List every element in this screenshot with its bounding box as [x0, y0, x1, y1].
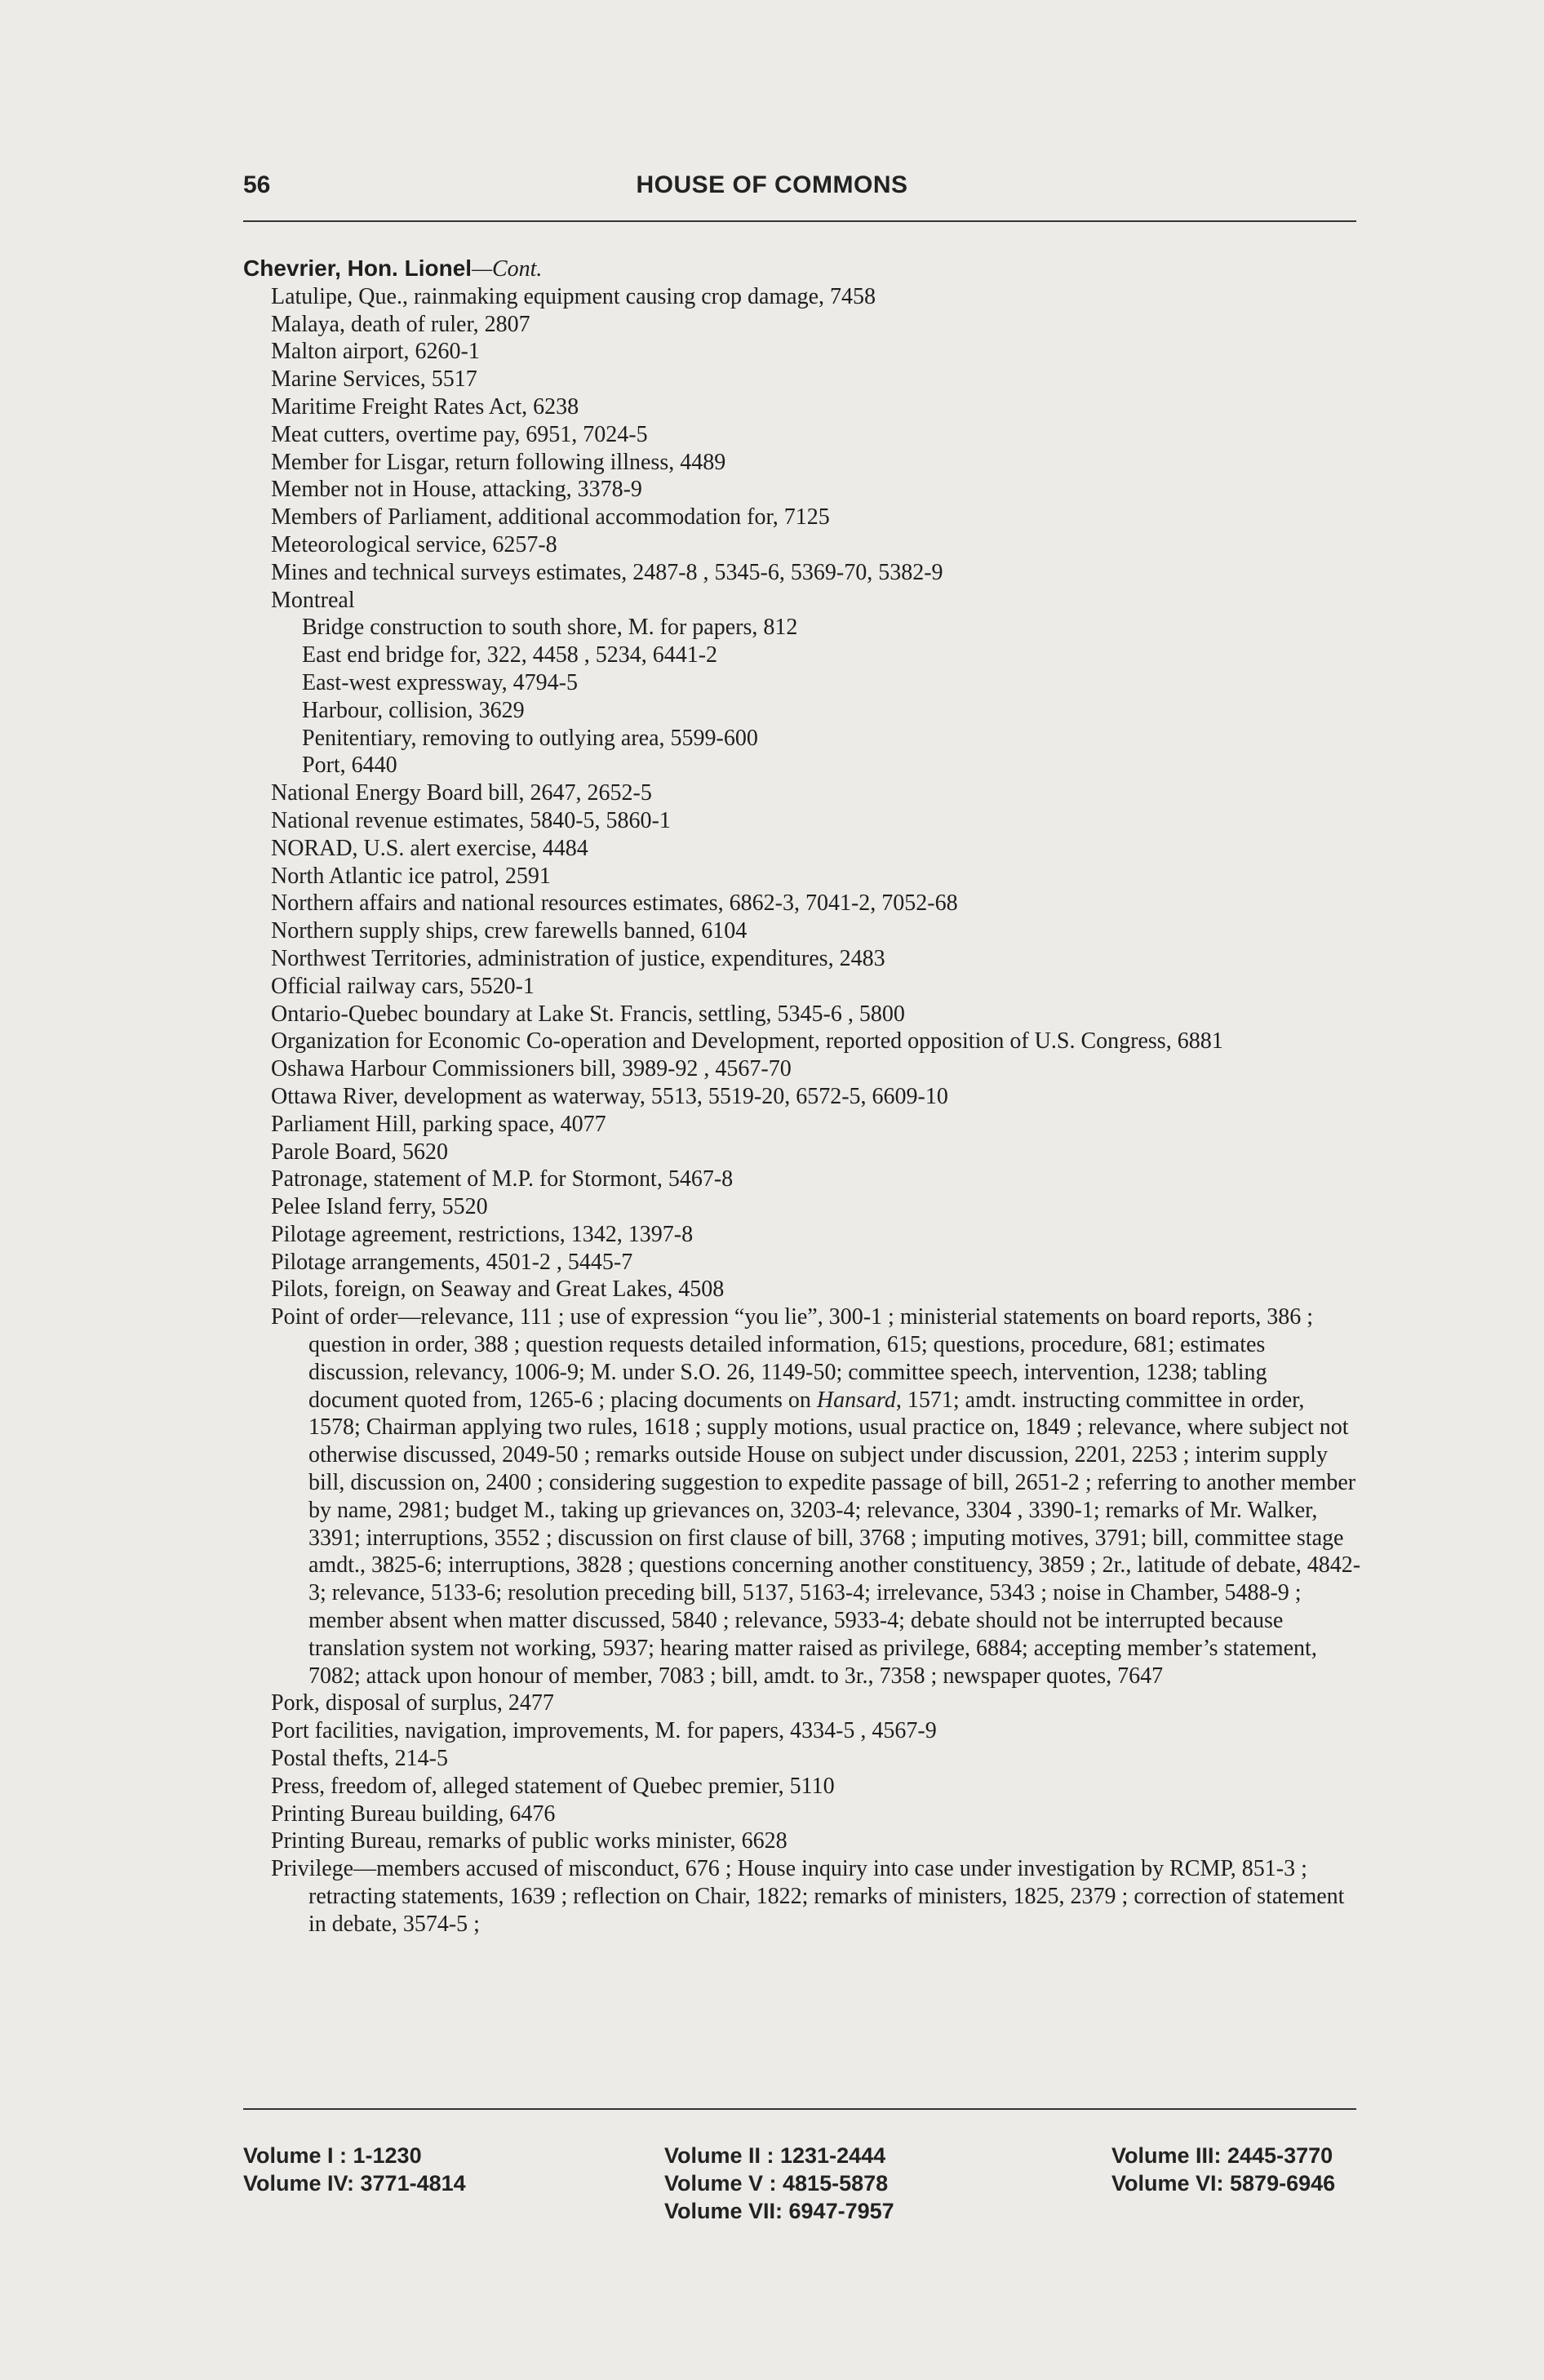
volume-label: Volume III: 2445-3770 — [1111, 2143, 1333, 2168]
index-entry: Member not in House, attacking, 3378-9 — [271, 477, 642, 503]
page-number: 56 — [243, 171, 271, 198]
index-entry: Mines and technical surveys estimates, 2487-8 , 5345-6, 5369-70, 5382-9 — [271, 559, 943, 585]
index-entry: National Energy Board bill, 2647, 2652-5 — [271, 780, 652, 806]
volume-label: Volume IV: 3771-4814 — [243, 2171, 466, 2196]
index-entry: North Atlantic ice patrol, 2591 — [271, 863, 551, 889]
header-rule — [243, 220, 1356, 222]
index-entry: Parliament Hill, parking space, 4077 — [271, 1111, 606, 1137]
index-entry: Member for Lisgar, return following illness, 4489 — [271, 449, 726, 475]
speaker-continued: —Cont. — [472, 256, 543, 282]
index-entry: Pelee Island ferry, 5520 — [271, 1194, 488, 1220]
index-entry: Pork, disposal of surplus, 2477 — [271, 1690, 554, 1716]
index-subentry: East end bridge for, 322, 4458 , 5234, 6441-2 — [302, 642, 718, 668]
volume-column-2 — [664, 2142, 894, 2225]
index-subentry: Port, 6440 — [302, 753, 397, 779]
volume-column-1 — [243, 2142, 466, 2197]
index-entry: Northern supply ships, crew farewells banned, 6104 — [271, 918, 748, 944]
index-entry: Malton airport, 6260-1 — [271, 339, 480, 365]
index-entry: Pilotage arrangements, 4501-2 , 5445-7 — [271, 1249, 633, 1275]
index-subentry: Harbour, collision, 3629 — [302, 697, 525, 723]
index-entry: Meat cutters, overtime pay, 6951, 7024-5 — [271, 421, 648, 447]
running-head-title: HOUSE OF COMMONS — [636, 171, 908, 198]
index-subentry: Bridge construction to south shore, M. for papers, 812 — [302, 615, 798, 641]
index-entry: Ottawa River, development as waterway, 5513, 5519-20, 6572-5, 6609-10 — [271, 1083, 948, 1109]
index-entry: Press, freedom of, alleged statement of Quebec premier, 5110 — [271, 1773, 835, 1799]
index-entry: National revenue estimates, 5840-5, 5860-1 — [271, 807, 671, 833]
index-entry: Official railway cars, 5520-1 — [271, 973, 535, 999]
index-entry: Montreal — [271, 587, 355, 613]
index-entry: Postal thefts, 214-5 — [271, 1746, 448, 1772]
index-entry: Patronage, statement of M.P. for Stormont, 5467-8 — [271, 1166, 734, 1192]
entry-italic-text: Hansard — [816, 1387, 896, 1413]
volume-label: Volume I : 1-1230 — [243, 2143, 422, 2168]
index-entry: Ontario-Quebec boundary at Lake St. Francis, settling, 5345-6 , 5800 — [271, 1001, 905, 1027]
index-entry: NORAD, U.S. alert exercise, 4484 — [271, 835, 588, 861]
index-entry: Privilege—members accused of misconduct, 676 ; House inquiry into case under investigation by RCMP, 851-3 ; retracting statements, 1639 ; reflection on Chair, 1822; remarks of ministers, 1825, 2379 ; correction of statement in debate, 3574-5 ; — [271, 1856, 1345, 1937]
index-entry: Printing Bureau, remarks of public works minister, 6628 — [271, 1828, 788, 1854]
index-subentry: Penitentiary, removing to outlying area, 5599-600 — [302, 725, 758, 751]
volume-label: Volume V : 4815-5878 — [664, 2171, 889, 2196]
index-entry: Members of Parliament, additional accommodation for, 7125 — [271, 504, 830, 531]
index-entry: Port facilities, navigation, improvements, M. for papers, 4334-5 , 4567-9 — [271, 1718, 937, 1744]
volume-label: Volume VI: 5879-6946 — [1111, 2171, 1336, 2196]
index-subentry: East-west expressway, 4794-5 — [302, 669, 578, 695]
index-entry: Pilotage agreement, restrictions, 1342, 1397-8 — [271, 1221, 694, 1247]
volume-label: Volume II : 1231-2444 — [664, 2143, 886, 2168]
index-body — [243, 255, 1361, 1938]
index-entries — [243, 283, 1361, 1938]
speaker-heading — [243, 255, 1361, 283]
index-entry: Meteorological service, 6257-8 — [271, 531, 557, 557]
index-entry: Oshawa Harbour Commissioners bill, 3989-92 , 4567-70 — [271, 1056, 792, 1082]
entry-text: Point of order—relevance, 111 ; use of expression “you lie”, 300-1 ; ministerial statements on board reports, 386 ; question in order, 388 ; question requests detailed information, 615; questions, procedure, 681; estimates discussion, relevancy, 1006-9; M. under S.O. 26, 1149-50; committee speech, intervention, 1238; tabling document quoted from, 1265-6 ; placing documents on — [271, 1304, 1314, 1413]
speaker-name: Chevrier, Hon. Lionel — [243, 255, 473, 281]
entry-text: , 1571; amdt. instructing committee in order, 1578; Chairman applying two rules, 1618 ; supply motions, usual practice on, 1849 ; relevance, where subject not otherwise discussed, 2049-50 ; remarks outside House on subject under discussion, 2201, 2253 ; interim supply bill, discussion on, 2400 ; considering suggestion to expedite passage of bill, 2651-2 ; referring to another member by name, 2981; budget M., taking up grievances on, 3203-4; relevance, 3304 , 3390-1; remarks of Mr. Walker, 3391; interruptions, 3552 ; discussion on first clause of bill, 3768 ; imputing motives, 3791; bill, committee stage amdt., 3825-6; interruptions, 3828 ; questions concerning another constituency, 3859 ; 2r., latitude of debate, 4842-3; relevance, 5133-6; resolution preceding bill, 5137, 5163-4; irrelevance, 5343 ; noise in Chamber, 5488-9 ; member absent when matter discussed, 5840 ; relevance, 5933-4; debate should not be interrupted because translation system not working, 5937; hearing matter raised as privilege, 6884; accepting member’s statement, 7082; attack upon honour of member, 7083 ; bill, amdt. to 3r., 7358 ; newspaper quotes, 7647 — [308, 1387, 1361, 1689]
index-entry: Northern affairs and national resources estimates, 6862-3, 7041-2, 7052-68 — [271, 890, 958, 917]
footer-rule — [243, 2108, 1356, 2110]
volume-label: Volume VII: 6947-7957 — [664, 2199, 894, 2223]
index-entry: Northwest Territories, administration of justice, expenditures, 2483 — [271, 945, 885, 971]
index-entry — [243, 1303, 1361, 1690]
volume-key — [243, 2142, 1361, 2231]
index-entry: Latulipe, Que., rainmaking equipment causing crop damage, 7458 — [271, 283, 876, 309]
index-entry: Organization for Economic Co-operation and Development, reported opposition of U.S. Congress, 6881 — [271, 1028, 1223, 1055]
index-entry: Printing Bureau building, 6476 — [271, 1801, 556, 1827]
index-entry: Pilots, foreign, on Seaway and Great Lakes, 4508 — [271, 1277, 725, 1303]
index-entry: Parole Board, 5620 — [271, 1139, 448, 1165]
index-entry: Marine Services, 5517 — [271, 366, 477, 393]
volume-column-3 — [1111, 2142, 1335, 2197]
index-entry: Maritime Freight Rates Act, 6238 — [271, 393, 579, 420]
index-entry: Malaya, death of ruler, 2807 — [271, 311, 530, 337]
